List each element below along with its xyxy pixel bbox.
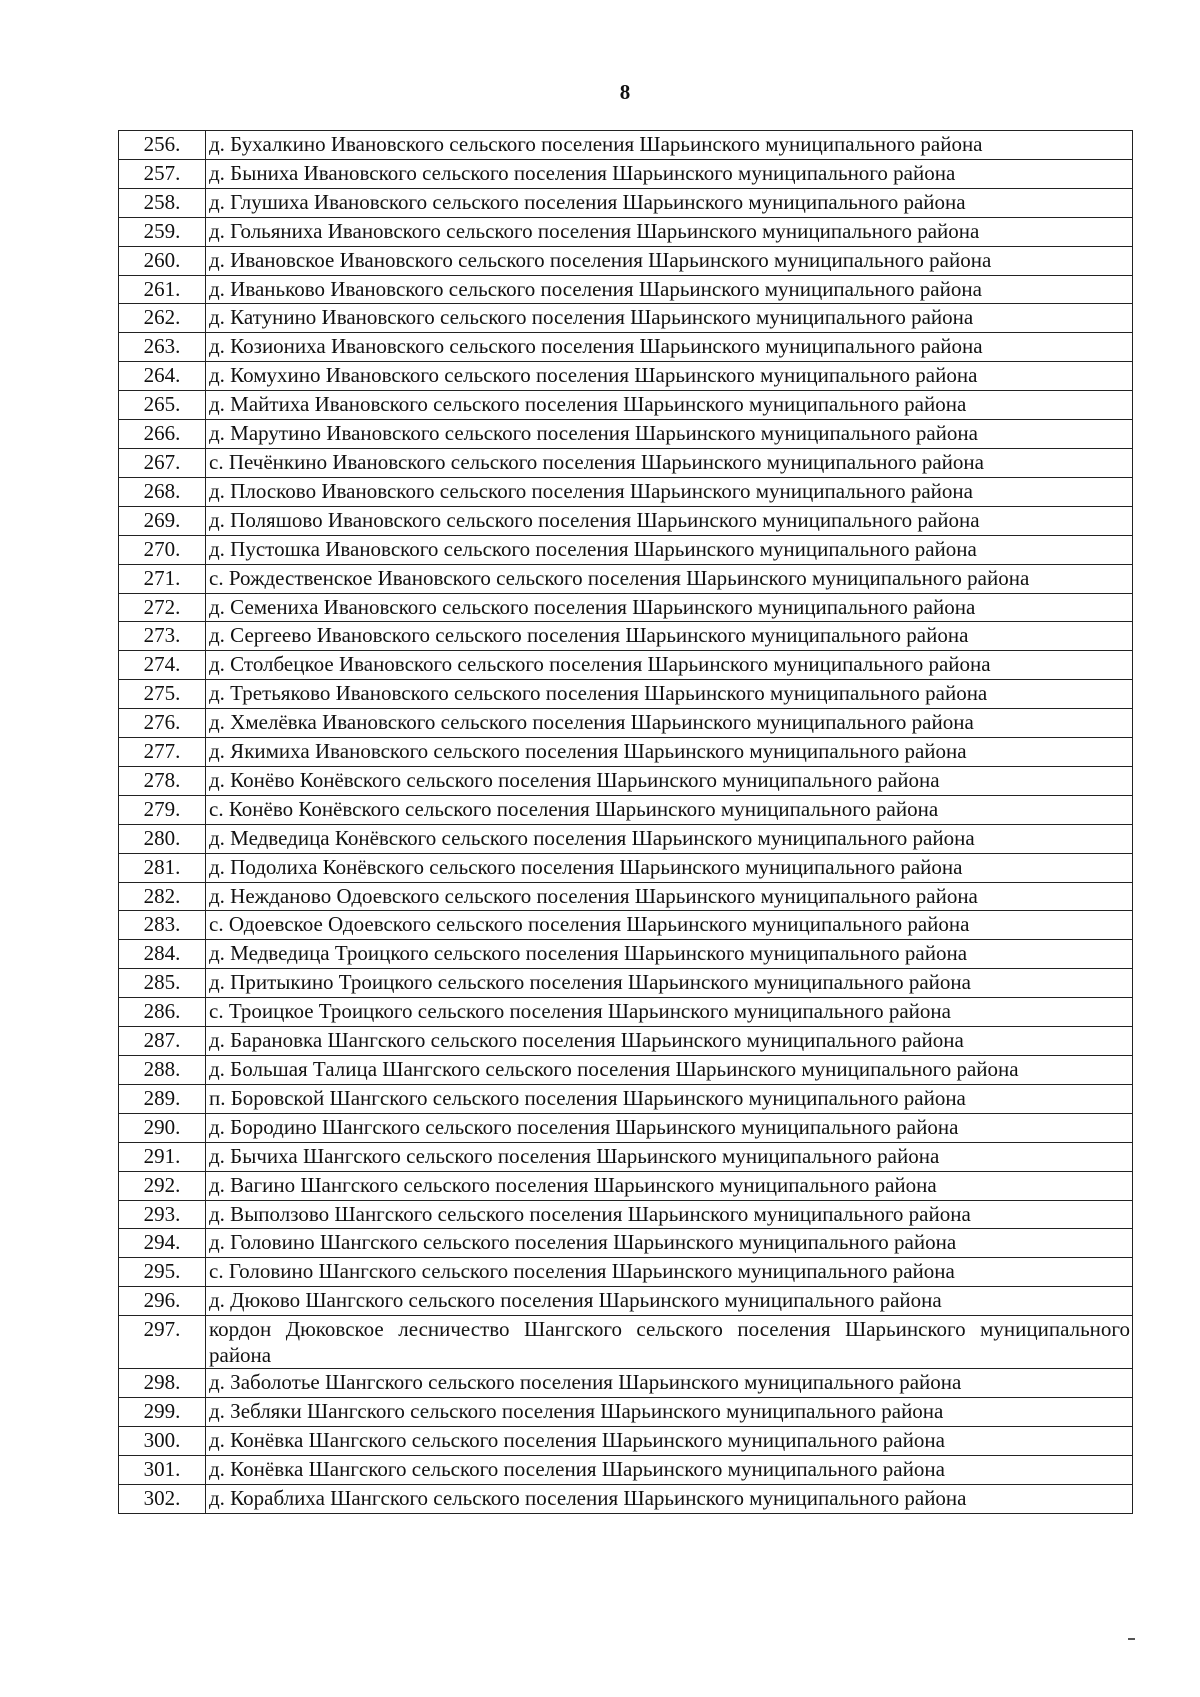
- settlement-name: с. Печёнкино Ивановского сельского поселения Шарьинского муниципального района: [206, 448, 1133, 477]
- table-row: [119, 795, 1133, 824]
- settlement-name: д. Барановка Шангского сельского поселения Шарьинского муниципального района: [206, 1027, 1133, 1056]
- table-row: [119, 217, 1133, 246]
- row-number: 272.: [119, 593, 206, 622]
- settlement-name: д. Конёвка Шангского сельского поселения Шарьинского муниципального района: [206, 1426, 1133, 1455]
- row-number: 271.: [119, 564, 206, 593]
- settlement-name: д. Хмелёвка Ивановского сельского поселения Шарьинского муниципального района: [206, 709, 1133, 738]
- row-number: 260.: [119, 246, 206, 275]
- table-row: [119, 1369, 1133, 1398]
- table-row: [119, 969, 1133, 998]
- row-number: 258.: [119, 188, 206, 217]
- settlement-name: д. Притыкино Троицкого сельского поселения Шарьинского муниципального района: [206, 969, 1133, 998]
- settlement-name: д. Майтиха Ивановского сельского поселения Шарьинского муниципального района: [206, 391, 1133, 420]
- settlement-name: д. Иваньково Ивановского сельского поселения Шарьинского муниципального района: [206, 275, 1133, 304]
- row-number: 298.: [119, 1369, 206, 1398]
- settlement-name: с. Конёво Конёвского сельского поселения Шарьинского муниципального района: [206, 795, 1133, 824]
- table-row: [119, 1113, 1133, 1142]
- table-row: [119, 1200, 1133, 1229]
- table-row: [119, 275, 1133, 304]
- settlement-name: д. Головино Шангского сельского поселения Шарьинского муниципального района: [206, 1229, 1133, 1258]
- table-row: [119, 824, 1133, 853]
- row-number: 259.: [119, 217, 206, 246]
- settlement-name: д. Плосково Ивановского сельского поселения Шарьинского муниципального района: [206, 477, 1133, 506]
- settlement-name: д. Бородино Шангского сельского поселения Шарьинского муниципального района: [206, 1113, 1133, 1142]
- settlement-name: д. Якимиха Ивановского сельского поселения Шарьинского муниципального района: [206, 738, 1133, 767]
- row-number: 294.: [119, 1229, 206, 1258]
- row-number: 283.: [119, 911, 206, 940]
- row-number: 275.: [119, 680, 206, 709]
- settlement-name: д. Медведица Троицкого сельского поселения Шарьинского муниципального района: [206, 940, 1133, 969]
- settlement-name: д. Конёво Конёвского сельского поселения Шарьинского муниципального района: [206, 766, 1133, 795]
- settlement-name: д. Третьяково Ивановского сельского поселения Шарьинского муниципального района: [206, 680, 1133, 709]
- settlement-name: д. Комухино Ивановского сельского поселения Шарьинского муниципального района: [206, 362, 1133, 391]
- table-row: [119, 593, 1133, 622]
- table-row: [119, 391, 1133, 420]
- table-row: [119, 477, 1133, 506]
- settlement-name: д. Медведица Конёвского сельского поселения Шарьинского муниципального района: [206, 824, 1133, 853]
- table-row: [119, 1287, 1133, 1316]
- settlement-name: д. Пустошка Ивановского сельского поселения Шарьинского муниципального района: [206, 535, 1133, 564]
- row-number: 284.: [119, 940, 206, 969]
- table-row: [119, 940, 1133, 969]
- settlement-name: кордон Дюковское лесничество Шангского сельского поселения Шарьинского муниципального района: [206, 1316, 1133, 1369]
- row-number: 274.: [119, 651, 206, 680]
- row-number: 286.: [119, 998, 206, 1027]
- settlement-name: д. Дюково Шангского сельского поселения Шарьинского муниципального района: [206, 1287, 1133, 1316]
- table-row: [119, 535, 1133, 564]
- table-row: [119, 1316, 1133, 1369]
- table-row: [119, 1426, 1133, 1455]
- table-row: [119, 1056, 1133, 1085]
- row-number: 270.: [119, 535, 206, 564]
- table-row: [119, 622, 1133, 651]
- row-number: 288.: [119, 1056, 206, 1085]
- table-row: [119, 159, 1133, 188]
- scan-artifact: [1128, 1638, 1135, 1640]
- row-number: 278.: [119, 766, 206, 795]
- row-number: 267.: [119, 448, 206, 477]
- settlement-name: д. Выползово Шангского сельского поселения Шарьинского муниципального района: [206, 1200, 1133, 1229]
- settlement-name: п. Боровской Шангского сельского поселения Шарьинского муниципального района: [206, 1084, 1133, 1113]
- row-number: 280.: [119, 824, 206, 853]
- row-number: 262.: [119, 304, 206, 333]
- settlement-name: с. Головино Шангского сельского поселения Шарьинского муниципального района: [206, 1258, 1133, 1287]
- row-number: 301.: [119, 1455, 206, 1484]
- row-number: 281.: [119, 853, 206, 882]
- settlement-name: д. Нежданово Одоевского сельского поселения Шарьинского муниципального района: [206, 882, 1133, 911]
- row-number: 290.: [119, 1113, 206, 1142]
- row-number: 276.: [119, 709, 206, 738]
- settlement-name: д. Глушиха Ивановского сельского поселения Шарьинского муниципального района: [206, 188, 1133, 217]
- table-row: [119, 1027, 1133, 1056]
- table-row: [119, 911, 1133, 940]
- row-number: 268.: [119, 477, 206, 506]
- row-number: 261.: [119, 275, 206, 304]
- settlement-name: д. Подолиха Конёвского сельского поселения Шарьинского муниципального района: [206, 853, 1133, 882]
- row-number: 295.: [119, 1258, 206, 1287]
- table-row: [119, 304, 1133, 333]
- settlement-name: д. Бухалкино Ивановского сельского поселения Шарьинского муниципального района: [206, 131, 1133, 160]
- settlement-name: д. Поляшово Ивановского сельского поселения Шарьинского муниципального района: [206, 506, 1133, 535]
- row-number: 282.: [119, 882, 206, 911]
- settlement-name: д. Вагино Шангского сельского поселения Шарьинского муниципального района: [206, 1171, 1133, 1200]
- row-number: 296.: [119, 1287, 206, 1316]
- table-row: [119, 1142, 1133, 1171]
- table-row: [119, 333, 1133, 362]
- settlement-name: д. Катунино Ивановского сельского поселения Шарьинского муниципального района: [206, 304, 1133, 333]
- settlement-name: д. Семениха Ивановского сельского поселения Шарьинского муниципального района: [206, 593, 1133, 622]
- row-number: 265.: [119, 391, 206, 420]
- row-number: 289.: [119, 1084, 206, 1113]
- settlement-name: д. Козиониха Ивановского сельского поселения Шарьинского муниципального района: [206, 333, 1133, 362]
- settlement-name: д. Зебляки Шангского сельского поселения Шарьинского муниципального района: [206, 1398, 1133, 1427]
- table-row: [119, 131, 1133, 160]
- row-number: 302.: [119, 1484, 206, 1513]
- row-number: 269.: [119, 506, 206, 535]
- row-number: 297.: [119, 1316, 206, 1369]
- row-number: 291.: [119, 1142, 206, 1171]
- settlement-name: д. Заболотье Шангского сельского поселения Шарьинского муниципального района: [206, 1369, 1133, 1398]
- row-number: 299.: [119, 1398, 206, 1427]
- row-number: 257.: [119, 159, 206, 188]
- table-row: [119, 1484, 1133, 1513]
- table-row: [119, 1084, 1133, 1113]
- table-row: [119, 1258, 1133, 1287]
- row-number: 285.: [119, 969, 206, 998]
- table-row: [119, 766, 1133, 795]
- settlement-name: с. Рождественское Ивановского сельского поселения Шарьинского муниципального района: [206, 564, 1133, 593]
- table-row: [119, 1171, 1133, 1200]
- settlement-name: д. Бычиха Шангского сельского поселения Шарьинского муниципального района: [206, 1142, 1133, 1171]
- row-number: 279.: [119, 795, 206, 824]
- row-number: 273.: [119, 622, 206, 651]
- table-row: [119, 188, 1133, 217]
- settlement-name: д. Большая Талица Шангского сельского поселения Шарьинского муниципального района: [206, 1056, 1133, 1085]
- settlement-name: д. Гольяниха Ивановского сельского поселения Шарьинского муниципального района: [206, 217, 1133, 246]
- table-row: [119, 1229, 1133, 1258]
- settlement-name: д. Быниха Ивановского сельского поселения Шарьинского муниципального района: [206, 159, 1133, 188]
- settlement-name: д. Кораблиха Шангского сельского поселения Шарьинского муниципального района: [206, 1484, 1133, 1513]
- table-row: [119, 420, 1133, 449]
- settlement-name: с. Одоевское Одоевского сельского поселения Шарьинского муниципального района: [206, 911, 1133, 940]
- settlements-table: [118, 130, 1133, 1514]
- row-number: 292.: [119, 1171, 206, 1200]
- settlement-name: д. Столбецкое Ивановского сельского поселения Шарьинского муниципального района: [206, 651, 1133, 680]
- row-number: 287.: [119, 1027, 206, 1056]
- table-row: [119, 246, 1133, 275]
- row-number: 293.: [119, 1200, 206, 1229]
- settlement-name: с. Троицкое Троицкого сельского поселения Шарьинского муниципального района: [206, 998, 1133, 1027]
- row-number: 264.: [119, 362, 206, 391]
- settlement-name: д. Марутино Ивановского сельского поселения Шарьинского муниципального района: [206, 420, 1133, 449]
- row-number: 277.: [119, 738, 206, 767]
- settlements-table-body: [119, 131, 1133, 1514]
- table-row: [119, 1455, 1133, 1484]
- row-number: 266.: [119, 420, 206, 449]
- row-number: 300.: [119, 1426, 206, 1455]
- row-number: 263.: [119, 333, 206, 362]
- table-row: [119, 680, 1133, 709]
- table-row: [119, 506, 1133, 535]
- settlement-name: д. Сергеево Ивановского сельского поселения Шарьинского муниципального района: [206, 622, 1133, 651]
- settlement-name: д. Ивановское Ивановского сельского поселения Шарьинского муниципального района: [206, 246, 1133, 275]
- table-row: [119, 853, 1133, 882]
- table-row: [119, 738, 1133, 767]
- page-number: 8: [619, 80, 631, 104]
- table-row: [119, 998, 1133, 1027]
- table-row: [119, 448, 1133, 477]
- table-row: [119, 1398, 1133, 1427]
- table-row: [119, 709, 1133, 738]
- settlement-name: д. Конёвка Шангского сельского поселения Шарьинского муниципального района: [206, 1455, 1133, 1484]
- table-row: [119, 882, 1133, 911]
- table-row: [119, 564, 1133, 593]
- table-row: [119, 362, 1133, 391]
- row-number: 256.: [119, 131, 206, 160]
- table-row: [119, 651, 1133, 680]
